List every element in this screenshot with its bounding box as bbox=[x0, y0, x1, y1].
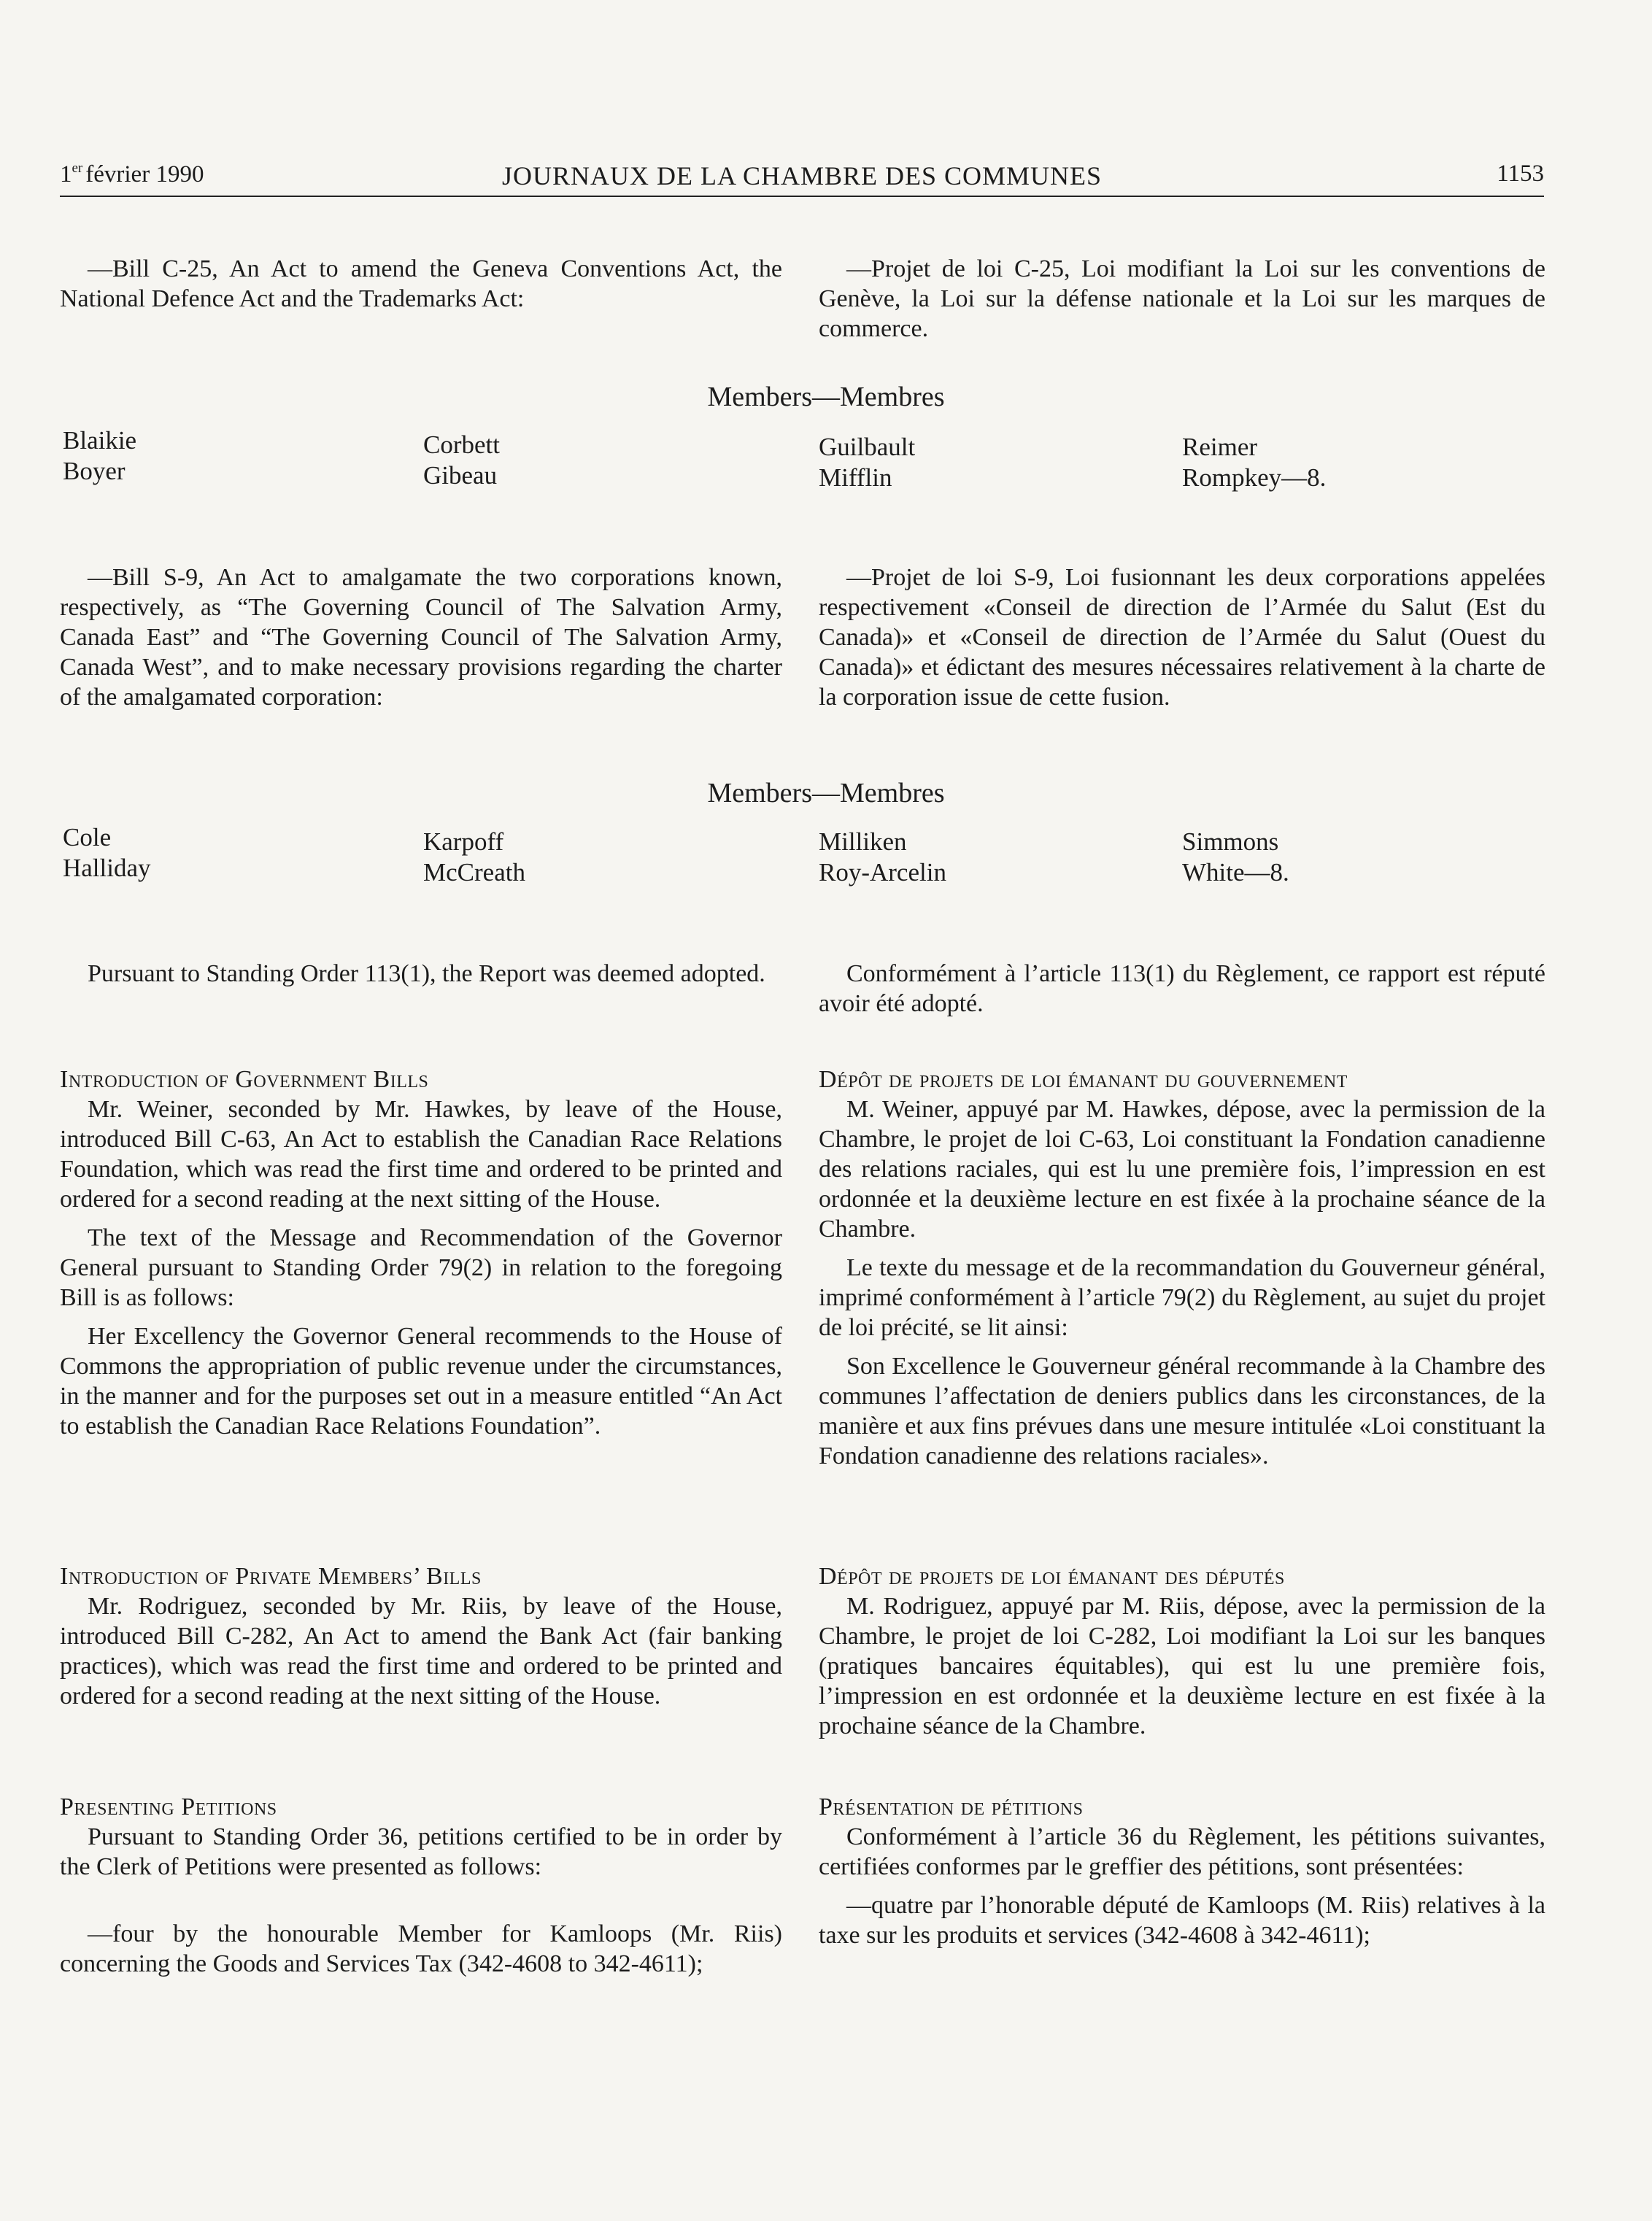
member-name: Rompkey—8. bbox=[1182, 463, 1327, 492]
member-name: Halliday bbox=[63, 854, 151, 882]
member-name: Blaikie bbox=[63, 426, 137, 455]
bill-s9-members-col3 bbox=[819, 827, 946, 888]
pm-bills-heading-fr: Dépôt de projets de loi émanant des députés bbox=[819, 1563, 1285, 1590]
gov-bills-p1-en: Mr. Weiner, seconded by Mr. Hawkes, by leave of the House, introduced Bill C-63, An Act to establish the Canadian Race Relations Foundation, which was read the first time and ordered to be printed and ordered for a second reading at the next sitting of the House. bbox=[60, 1096, 782, 1213]
bill-c25-members-col3 bbox=[819, 432, 915, 493]
header-date-superscript: er bbox=[72, 161, 83, 176]
member-name: Simmons bbox=[1182, 827, 1279, 856]
pm-bills-p1-en: Mr. Rodriguez, seconded by Mr. Riis, by leave of the House, introduced Bill C-282, An Act to amend the Bank Act (fair banking practices), which was read the first time and ordered to be printed and ordered for a second reading at the next sitting of the House. bbox=[60, 1593, 782, 1710]
gov-bills-p2-en: The text of the Message and Recommendation of the Governor General pursuant to Standing Order 79(2) in relation to the foregoing Bill is as follows: bbox=[60, 1224, 782, 1311]
bill-s9-members-col1 bbox=[63, 822, 151, 884]
pm-bills-heading-en: Introduction of Private Members’ Bills bbox=[60, 1563, 482, 1590]
member-name: Mifflin bbox=[819, 463, 892, 492]
gov-bills-heading-fr: Dépôt de projets de loi émanant du gouvernement bbox=[819, 1066, 1348, 1093]
petitions-fr bbox=[819, 1792, 1545, 1950]
bill-c25-fr bbox=[819, 254, 1545, 344]
gov-bills-fr bbox=[819, 1065, 1545, 1471]
pm-bills-p1-fr: M. Rodriguez, appuyé par M. Riis, dépose, avec la permission de la Chambre, le projet de loi C-282, Loi modifiant la Loi sur les banques (pratiques bancaires équitables), qui est lu une première fois, l’impression en est ordonnée et la deuxième lecture en est fixée à la prochaine séance de la Chambre. bbox=[819, 1593, 1545, 1739]
member-name: Guilbault bbox=[819, 433, 916, 461]
member-name: Reimer bbox=[1182, 433, 1258, 461]
petitions-p1-en: Pursuant to Standing Order 36, petitions certified to be in order by the Clerk of Petitions were presented as follows: bbox=[60, 1823, 782, 1880]
member-name: Roy-Arcelin bbox=[819, 858, 946, 887]
petitions-heading-fr: Présentation de pétitions bbox=[819, 1793, 1084, 1820]
bill-s9-en-text: —Bill S-9, An Act to amalgamate the two corporations known, respectively, as “The Governing Council of The Salvation Army, Canada East” and “The Governing Council of The Salvation Army, Canada West”, and to make necessary provisions regarding the charter of the amalgamated corporation: bbox=[60, 564, 782, 711]
report-en-text: Pursuant to Standing Order 113(1), the Report was deemed adopted. bbox=[88, 960, 765, 987]
bill-c25-members-col4 bbox=[1182, 432, 1326, 493]
pm-bills-en bbox=[60, 1561, 782, 1711]
bill-c25-en-text: —Bill C-25, An Act to amend the Geneva Conventions Act, the National Defence Act and the Trademarks Act: bbox=[60, 255, 782, 312]
bill-c25-fr-text: —Projet de loi C-25, Loi modifiant la Loi sur les conventions de Genève, la Loi sur la défense nationale et la Loi sur les marques de commerce. bbox=[819, 255, 1545, 342]
petitions-heading-en: Presenting Petitions bbox=[60, 1793, 277, 1820]
pm-bills-fr bbox=[819, 1561, 1545, 1741]
bill-s9-en bbox=[60, 563, 782, 712]
gov-bills-heading-en: Introduction of Government Bills bbox=[60, 1066, 429, 1093]
gov-bills-p3-en: Her Excellency the Governor General recommends to the House of Commons the appropriation of public revenue under the circumstances, in the manner and for the purposes set out in a measure entitled “An Act to establish the Canadian Race Relations Foundation”. bbox=[60, 1323, 782, 1440]
bill-c25-members-col1 bbox=[63, 425, 136, 487]
bill-s9-fr-text: —Projet de loi S-9, Loi fusionnant les deux corporations appelées respectivement «Conseil de direction de l’Armée du Salut (Est du Canada)» et «Conseil de direction de l’Armée du Salut (Ouest du Canada)» et édictant des mesures nécessaires relativement à la charte de la corporation issue de cette fusion. bbox=[819, 564, 1545, 711]
member-name: White—8. bbox=[1182, 858, 1289, 887]
bill-s9-members-col2 bbox=[423, 827, 525, 888]
member-name: Milliken bbox=[819, 827, 907, 856]
member-name: Gibeau bbox=[423, 461, 498, 490]
gov-bills-p3-fr: Son Excellence le Gouverneur général recommande à la Chambre des communes l’affectation de deniers publics dans les circonstances, de la manière et aux fins prévues dans une mesure intitulée «Loi constituant la Fondation canadienne des relations raciales». bbox=[819, 1353, 1545, 1469]
member-name: Karpoff bbox=[423, 827, 504, 856]
page-header bbox=[60, 155, 1544, 197]
gov-bills-p2-fr: Le texte du message et de la recommandation du Gouverneur général, imprimé conformément à l’article 79(2) du Règlement, au sujet du projet de loi précité, se lit ainsi: bbox=[819, 1254, 1545, 1341]
report-fr bbox=[819, 959, 1545, 1019]
header-title: JOURNAUX DE LA CHAMBRE DES COMMUNES bbox=[501, 161, 1103, 190]
bill-s9-fr bbox=[819, 563, 1545, 712]
member-name: Boyer bbox=[63, 457, 126, 485]
report-fr-text: Conformément à l’article 113(1) du Règlement, ce rapport est réputé avoir été adopté. bbox=[819, 960, 1545, 1017]
petitions-p2-fr: —quatre par l’honorable député de Kamloops (M. Riis) relatives à la taxe sur les produits et services (342-4608 à 342-4611); bbox=[819, 1892, 1545, 1949]
gov-bills-p1-fr: M. Weiner, appuyé par M. Hawkes, dépose, avec la permission de la Chambre, le projet de loi C-63, Loi constituant la Fondation canadienne des relations raciales, qui est lu une première fois, l’impression en est ordonnée et la deuxième lecture en est fixée à la prochaine séance de la Chambre. bbox=[819, 1096, 1545, 1243]
petitions-en bbox=[60, 1792, 782, 1979]
member-name: McCreath bbox=[423, 858, 525, 887]
bill-s9-members-title: Members—Membres bbox=[707, 778, 945, 808]
bill-c25-members-title: Members—Membres bbox=[707, 382, 945, 412]
petitions-p2-en: —four by the honourable Member for Kamloops (Mr. Riis) concerning the Goods and Services Tax (342-4608 to 342-4611); bbox=[60, 1920, 782, 1977]
member-name: Cole bbox=[63, 823, 112, 851]
member-name: Corbett bbox=[423, 430, 500, 459]
header-date-day: 1 bbox=[60, 161, 72, 188]
bill-s9-members-col4 bbox=[1182, 827, 1289, 888]
gov-bills-en bbox=[60, 1065, 782, 1441]
page-number: 1153 bbox=[1497, 161, 1544, 187]
petitions-p1-fr: Conformément à l’article 36 du Règlement, les pétitions suivantes, certifiées conformes par le greffier des pétitions, sont présentées: bbox=[819, 1823, 1545, 1880]
bill-c25-members-col2 bbox=[423, 430, 500, 491]
bill-c25-en bbox=[60, 254, 782, 314]
report-en bbox=[60, 959, 782, 989]
header-date-rest: février 1990 bbox=[85, 161, 204, 188]
